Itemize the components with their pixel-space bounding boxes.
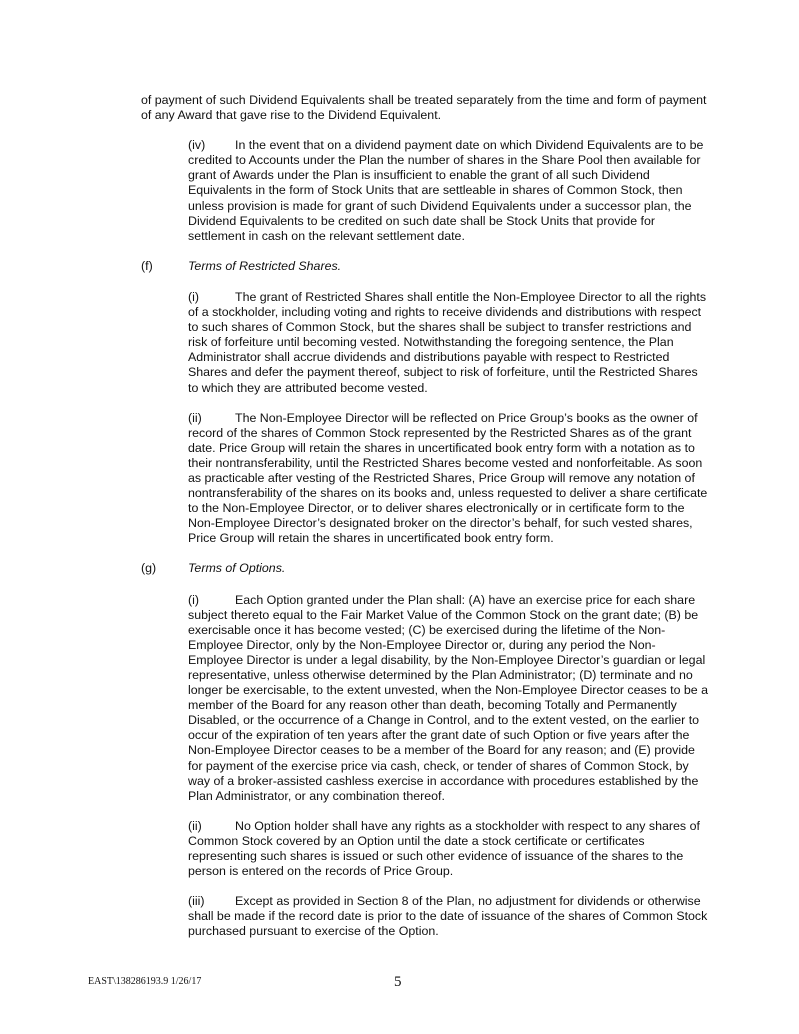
paragraph-number: (iv) [188, 138, 206, 153]
paragraph-number: (i) [188, 289, 200, 304]
footer-document-id: EAST\138286193.9 1/26/17 [88, 976, 202, 987]
paragraph-number: (ii) [188, 818, 202, 833]
section-f-heading [141, 259, 709, 274]
section-label: (f) [141, 258, 153, 273]
paragraph-number: (i) [188, 592, 200, 607]
paragraph-text: The Non-Employee Director will be reflected on Price Group’s books as the owner of record of the shares of Common Stock represented by the Restricted Shares as of the grant date. Price Group will retain the shares in uncertificated book entry form with a notation as to their nontransferability, until the Restricted Shares become vested and nonforfeitable. As soon as practicable after vesting of the Restricted Shares, Price Group will remove any notation of nontransferability of the shares on its books and, unless requested to deliver a share certificate to the Non-Employee Director, or to deliver shares electronically or in certificate form to the Non-Employee Director’s designated broker on the director’s behalf, for such vested shares, Price Group will retain the shares in uncertificated book entry form. [188, 410, 708, 546]
section-f-paragraph-i [141, 290, 709, 396]
section-label: (g) [141, 561, 157, 576]
section-g-paragraph-i [141, 593, 709, 804]
paragraph-number: (ii) [188, 410, 202, 425]
section-g-heading [141, 561, 709, 576]
paragraph-text: In the event that on a dividend payment date on which Dividend Equivalents are to be credited to Accounts under the Plan the number of shares in the Share Pool then available for grant of Awards under the Plan is insufficient to enable the grant of all such Dividend Equivalents in the form of Stock Units that are settleable in shares of Common Stock, then unless provision is made for grant of such Dividend Equivalents under a successor plan, the Dividend Equivalents to be credited on such date shall be Stock Units that provide for settlement in cash on the relevant settlement date. [188, 138, 704, 243]
section-title: Terms of Options. [188, 561, 286, 576]
paragraph-text: Each Option granted under the Plan shall: (A) have an exercise price for each share subject thereto equal to the Fair Market Value of the Common Stock on the grant date; (B) be exercisable once it has become vested; (C) be exercised during the lifetime of the Non-Employee Director, only by the Non-Employee Director or, during any period the Non-Employee Director is under a legal disability, by the Non-Employee Director’s guardian or legal representative, unless otherwise determined by the Plan Administrator; (D) terminate and no longer be exercisable, to the extent unvested, when the Non-Employee Director ceases to be a member of the Board for any reason other than death, becoming Totally and Permanently Disabled, or the occurrence of a Change in Control, and to the extent vested, on the earlier to occur of the expiration of ten years after the grant date of such Option or five years after the Non-Employee Director ceases to be a member of the Board for any reason; and (E) provide for payment of the exercise price via cash, check, or tender of shares of Common Stock, by way of a broker-assisted cashless exercise in accordance with procedures established by the Plan Administrator, or any combination thereof. [188, 592, 709, 803]
section-title: Terms of Restricted Shares. [188, 258, 342, 273]
section-g-paragraph-iii [141, 894, 709, 939]
paragraph-text: Except as provided in Section 8 of the Plan, no adjustment for dividends or otherwise shall be made if the record date is prior to the date of issuance of the shares of Common Stock purchased pursuant to exercise of the Option. [188, 894, 708, 939]
page-number: 5 [394, 974, 402, 990]
paragraph-iv [141, 138, 709, 244]
paragraph-text: No Option holder shall have any rights as a stockholder with respect to any shares of Common Stock covered by an Option until the date a stock certificate or certificates representing such shares is issued or such other evidence of issuance of the shares to the person is entered on the records of Price Group. [188, 818, 700, 879]
document-body [141, 93, 709, 955]
paragraph-text: The grant of Restricted Shares shall entitle the Non-Employee Director to all the rights of a stockholder, including voting and rights to receive dividends and distributions with respect to such shares of Common Stock, but the shares shall be subject to transfer restrictions and risk of forfeiture until becoming vested. Notwithstanding the foregoing sentence, the Plan Administrator shall accrue dividends and distributions payable with respect to Restricted Shares and defer the payment thereof, subject to risk of forfeiture, until the Restricted Shares to which they are attributed become vested. [188, 289, 707, 395]
section-g-paragraph-ii [141, 819, 709, 879]
continued-paragraph: of payment of such Dividend Equivalents shall be treated separately from the time and form of payment of any Award that gave rise to the Dividend Equivalent. [141, 93, 707, 123]
paragraph-number: (iii) [188, 894, 205, 909]
section-f-paragraph-ii [141, 411, 709, 547]
